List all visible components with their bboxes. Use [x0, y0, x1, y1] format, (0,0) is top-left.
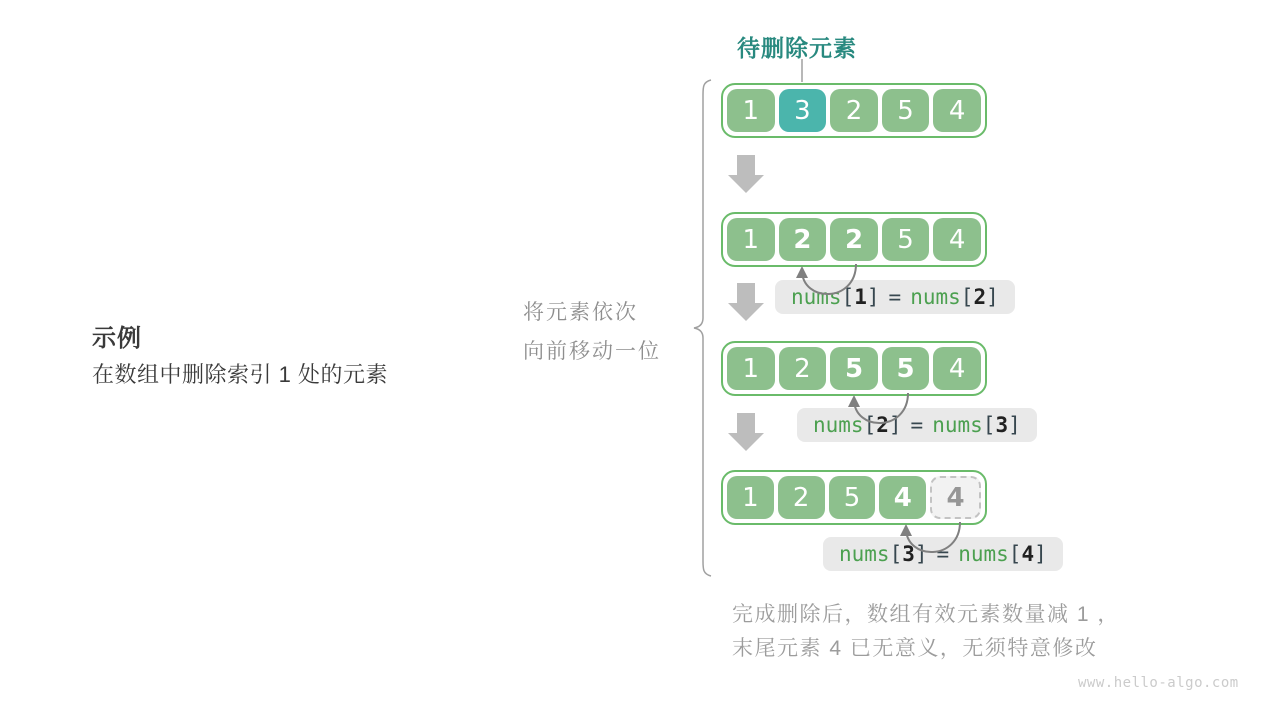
left-curly-brace-icon [694, 80, 711, 576]
array-cell-to-delete: 3 [779, 89, 827, 132]
watermark: www.hello-algo.com [1078, 675, 1239, 691]
array-cell-source: 5 [882, 347, 930, 390]
code-source-index: 3 [995, 413, 1009, 437]
array-state-step3 [721, 470, 987, 525]
array-cell-moved: 5 [830, 347, 878, 390]
array-state-step2 [721, 341, 987, 396]
code-source-index: 2 [973, 285, 987, 309]
code-array-name: nums [932, 413, 983, 437]
code-array-name: nums [910, 285, 961, 309]
code-array-name: nums [813, 413, 864, 437]
code-target-index: 2 [876, 413, 889, 437]
code-target-index: 3 [902, 542, 915, 566]
down-arrow-icon [728, 283, 764, 321]
code-equals: = [888, 285, 902, 309]
array-cell: 5 [882, 89, 930, 132]
array-cell: 2 [830, 89, 878, 132]
code-equals: = [936, 542, 950, 566]
code-array-name: nums [791, 285, 842, 309]
assignment-label-3 [823, 537, 1063, 571]
code-open-bracket: [ [863, 413, 877, 437]
shift-note-line2: 向前移动一位 [523, 340, 661, 363]
array-cell: 4 [933, 218, 981, 261]
down-arrow-icon [728, 155, 764, 193]
array-cell: 4 [933, 347, 981, 390]
code-close-bracket: ] [986, 285, 999, 309]
array-state-initial [721, 83, 987, 138]
code-close-bracket: ] [914, 542, 928, 566]
code-open-bracket: [ [960, 285, 974, 309]
array-state-step1 [721, 212, 987, 267]
shift-note-line1: 将元素依次 [523, 301, 638, 324]
code-target-index: 1 [854, 285, 867, 309]
down-arrow-icon [728, 413, 764, 451]
code-close-bracket: ] [866, 285, 880, 309]
completion-note [732, 598, 1120, 666]
array-cell-source: 2 [830, 218, 878, 261]
array-cell: 1 [727, 476, 774, 519]
code-close-bracket: ] [1034, 542, 1047, 566]
array-cell: 1 [727, 89, 775, 132]
array-cell: 1 [727, 347, 775, 390]
array-cell: 5 [829, 476, 876, 519]
code-open-bracket: [ [1008, 542, 1022, 566]
array-cell: 4 [933, 89, 981, 132]
code-open-bracket: [ [841, 285, 855, 309]
array-cell: 2 [779, 347, 827, 390]
code-equals: = [910, 413, 924, 437]
code-close-bracket: ] [1008, 413, 1021, 437]
assignment-label-2 [797, 408, 1037, 442]
array-cell: 5 [882, 218, 930, 261]
code-array-name: nums [839, 542, 890, 566]
array-cell: 2 [778, 476, 825, 519]
code-array-name: nums [958, 542, 1009, 566]
example-heading: 示例 [92, 325, 142, 352]
shift-note [523, 293, 661, 371]
code-source-index: 4 [1021, 542, 1035, 566]
code-open-bracket: [ [889, 542, 903, 566]
example-description: 在数组中删除索引 1 处的元素 [92, 362, 388, 387]
array-cell-moved: 2 [779, 218, 827, 261]
assignment-label-1 [775, 280, 1015, 314]
array-cell: 1 [727, 218, 775, 261]
array-cell-moved: 4 [879, 476, 926, 519]
pending-delete-title: 待删除元素 [737, 35, 857, 61]
code-close-bracket: ] [888, 413, 902, 437]
completion-note-line1: 完成删除后，数组有效元素数量减 1 ， [732, 603, 1120, 626]
completion-note-line2: 末尾元素 4 已无意义，无须特意修改 [732, 637, 1098, 660]
array-cell-stale: 4 [930, 476, 981, 519]
code-open-bracket: [ [982, 413, 996, 437]
